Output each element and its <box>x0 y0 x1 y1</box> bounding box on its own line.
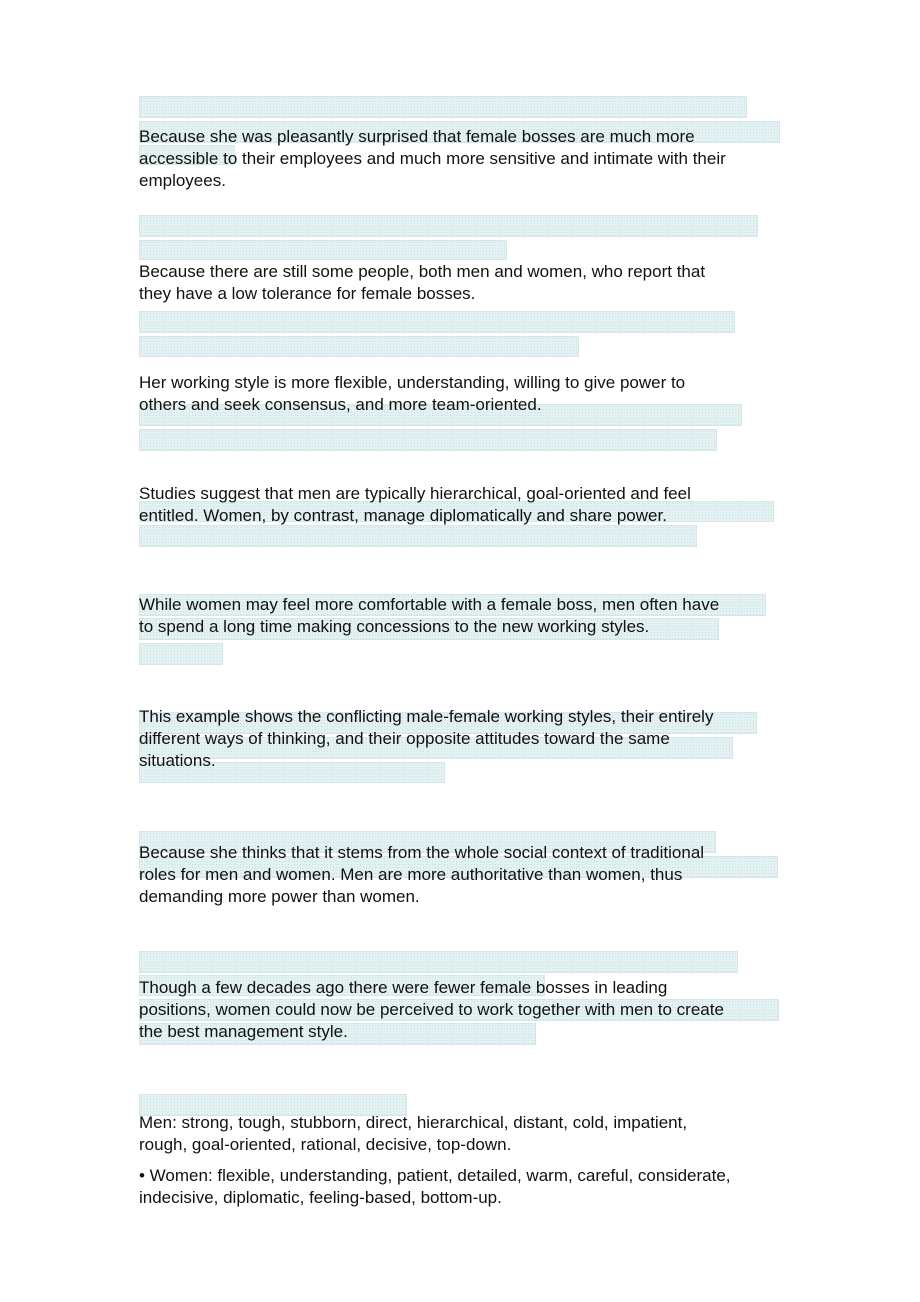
answer-paragraph-8 <box>139 977 724 1043</box>
text-line: roles for men and women. Men are more authoritative than women, thus <box>139 865 683 884</box>
text-line: to spend a long time making concessions to the new working styles. <box>139 617 650 636</box>
text-line: Studies suggest that men are typically hierarchical, goal-oriented and feel <box>139 484 691 503</box>
text-line: • Women: flexible, understanding, patient, detailed, warm, careful, considerate, <box>139 1166 731 1185</box>
answer-paragraph-6 <box>139 706 713 772</box>
answer-paragraph-4 <box>139 483 691 527</box>
highlight-bar <box>139 643 223 665</box>
text-line: positions, women could now be perceived to work together with men to create <box>139 1000 724 1019</box>
text-line: others and seek consensus, and more team-oriented. <box>139 395 542 414</box>
text-line: rough, goal-oriented, rational, decisive, top-down. <box>139 1135 512 1154</box>
answer-paragraph-3 <box>139 372 685 416</box>
text-line: indecisive, diplomatic, feeling-based, bottom-up. <box>139 1188 502 1207</box>
highlight-bar <box>139 240 507 260</box>
women-traits-paragraph <box>139 1165 731 1209</box>
text-line: different ways of thinking, and their opposite attitudes toward the same <box>139 729 670 748</box>
highlight-bar <box>139 525 697 547</box>
text-line: Men: strong, tough, stubborn, direct, hierarchical, distant, cold, impatient, <box>139 1113 688 1132</box>
text-line: entitled. Women, by contrast, manage diplomatically and share power. <box>139 506 667 525</box>
highlight-bar <box>139 215 758 237</box>
text-line: the best management style. <box>139 1022 348 1041</box>
text-line: Though a few decades ago there were fewer female bosses in leading <box>139 978 668 997</box>
highlight-bar <box>139 429 717 451</box>
highlight-bar <box>139 311 735 333</box>
highlight-bar <box>139 336 579 357</box>
text-line: situations. <box>139 751 216 770</box>
text-line: While women may feel more comfortable with a female boss, men often have <box>139 595 720 614</box>
men-traits-paragraph <box>139 1112 687 1156</box>
text-line: Because she was pleasantly surprised that female bosses are much more <box>139 127 695 146</box>
text-line: Because she thinks that it stems from the whole social context of traditional <box>139 843 705 862</box>
answer-paragraph-7 <box>139 842 704 908</box>
text-line: employees. <box>139 171 226 190</box>
text-line: they have a low tolerance for female bosses. <box>139 284 476 303</box>
text-line: Because there are still some people, both men and women, who report that <box>139 262 706 281</box>
answer-paragraph-1 <box>139 126 726 192</box>
text-line: Her working style is more flexible, understanding, willing to give power to <box>139 373 686 392</box>
answer-paragraph-5 <box>139 594 719 638</box>
text-line: demanding more power than women. <box>139 887 420 906</box>
highlight-bar <box>139 951 738 973</box>
highlight-bar <box>139 96 747 118</box>
text-line: accessible to their employees and much more sensitive and intimate with their <box>139 149 726 168</box>
text-line: This example shows the conflicting male-female working styles, their entirely <box>139 707 714 726</box>
answer-paragraph-2 <box>139 261 705 305</box>
